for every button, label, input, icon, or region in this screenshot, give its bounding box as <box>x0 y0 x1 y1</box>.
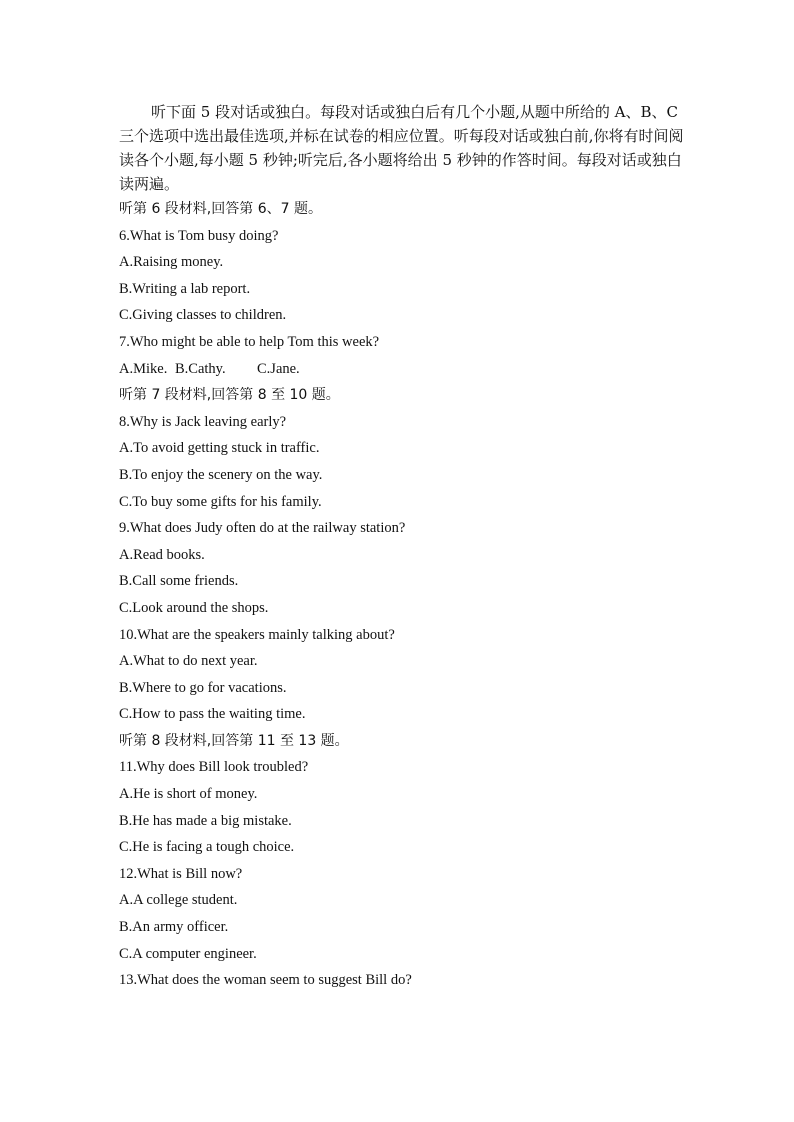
question-text: 7.Who might be able to help Tom this week? <box>119 333 380 350</box>
option-c: C.How to pass the waiting time. <box>119 706 306 723</box>
question-12 <box>119 861 689 967</box>
option-b: B.Where to go for vacations. <box>119 679 287 696</box>
question-text: 11.Why does Bill look troubled? <box>119 759 309 776</box>
option-a: A.He is short of money. <box>119 786 258 803</box>
option-c: C.Jane. <box>257 360 300 377</box>
section-heading: 听第 8 段材料,回答第 11 至 13 题。 <box>119 732 349 749</box>
option-a: A.Mike. <box>119 360 168 377</box>
option-a: A.A college student. <box>119 892 238 909</box>
option-b: B.He has made a big mistake. <box>119 812 292 829</box>
option-a: A.To avoid getting stuck in traffic. <box>119 440 320 457</box>
option-c: C.Look around the shops. <box>119 599 269 616</box>
question-text: 6.What is Tom busy doing? <box>119 227 279 244</box>
option-a: A.Raising money. <box>119 254 224 271</box>
question-13 <box>119 967 689 994</box>
question-9 <box>119 515 689 621</box>
question-text: 8.Why is Jack leaving early? <box>119 413 287 430</box>
page-content <box>119 100 689 994</box>
question-7 <box>119 329 689 382</box>
option-b: B.To enjoy the scenery on the way. <box>119 466 323 483</box>
option-b: B.Call some friends. <box>119 573 239 590</box>
question-text: 10.What are the speakers mainly talking about? <box>119 626 395 643</box>
section-material-8 <box>119 728 689 994</box>
section-heading: 听第 7 段材料,回答第 8 至 10 题。 <box>119 387 340 404</box>
option-b: B.Writing a lab report. <box>119 280 251 297</box>
section-heading: 听第 6 段材料,回答第 6、7 题。 <box>119 201 322 217</box>
inline-options <box>119 356 689 383</box>
question-11 <box>119 754 689 860</box>
question-8 <box>119 409 689 515</box>
option-b: B.An army officer. <box>119 919 229 936</box>
option-c: C.He is facing a tough choice. <box>119 839 295 856</box>
section-instructions: 听下面 5 段对话或独白。每段对话或独白后有几个小题,从题中所给的 A、B、C 三个选项中选出最佳选项,并标在试卷的相应位置。听每段对话或独白前,你将有时间阅读各个小题,每小题 5 秒钟;听完后,各小题将给出 5 秒钟的作答时间。每段对话或独白读两遍。 <box>119 103 684 193</box>
question-6 <box>119 223 689 329</box>
question-text: 12.What is Bill now? <box>119 865 243 882</box>
option-c: C.Giving classes to children. <box>119 307 287 324</box>
section-material-6 <box>119 196 689 382</box>
option-a: A.Read books. <box>119 546 205 563</box>
option-a: A.What to do next year. <box>119 653 258 670</box>
question-text: 9.What does Judy often do at the railway station? <box>119 520 406 537</box>
option-c: C.A computer engineer. <box>119 945 257 962</box>
option-b: B.Cathy. <box>175 360 226 377</box>
option-c: C.To buy some gifts for his family. <box>119 493 322 510</box>
section-material-7 <box>119 382 689 728</box>
question-10 <box>119 622 689 728</box>
question-text: 13.What does the woman seem to suggest Bill do? <box>119 972 412 989</box>
